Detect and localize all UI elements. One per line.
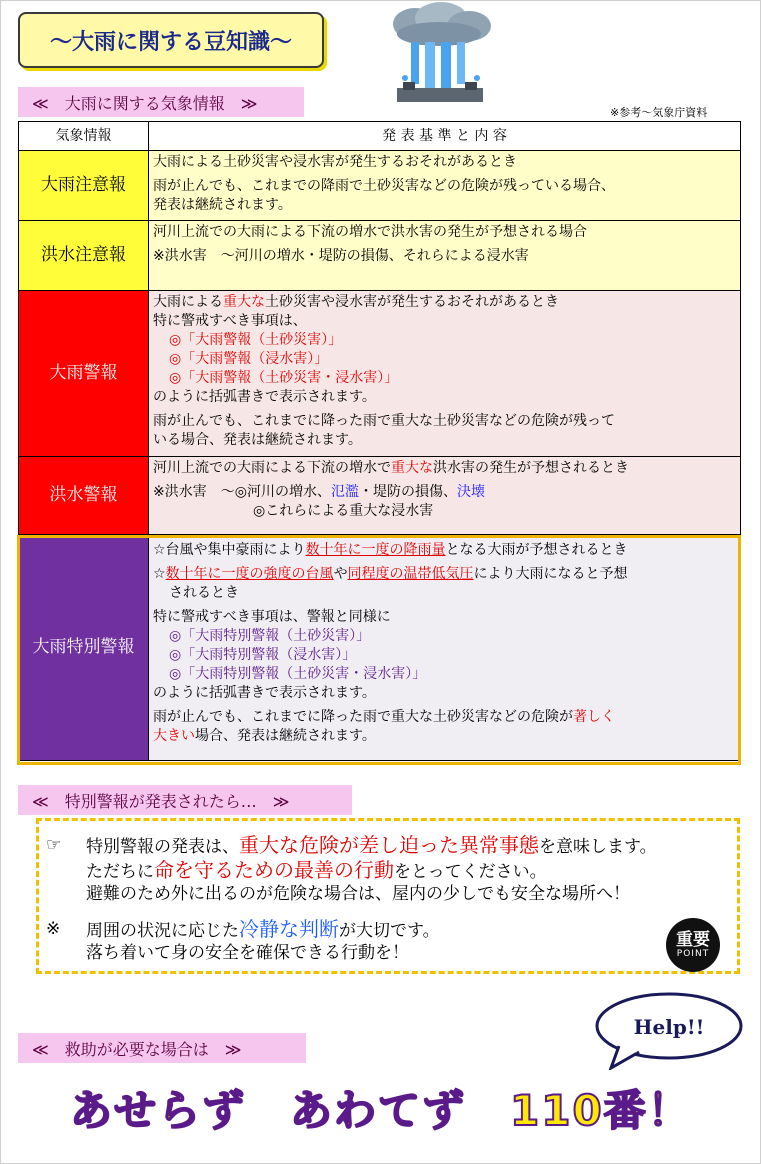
detail-line: ☆台風や集中豪雨により数十年に一度の降雨量となる大雨が予想されるとき (153, 542, 628, 558)
info-name: 洪水注意報 (19, 221, 149, 291)
section-label-special-warning: ≪ 特別警報が発表されたら… ≫ (18, 785, 352, 815)
page-title: 〜大雨に関する豆知識〜 (18, 12, 324, 68)
detail-line: 河川上流での大雨による下流の増水で重大な洪水害の発生が予想されるとき (153, 460, 629, 476)
detail-line: いる場合、発表は継続されます。 (153, 432, 362, 448)
detail-line: ◎「大雨特別警報（土砂災害）」 (169, 628, 371, 644)
note-line: 特別警報の発表は、重大な危険が差し迫った異常事態を意味します。 (86, 833, 657, 857)
help-text: Help!! (633, 1015, 705, 1039)
table-header-row (19, 122, 741, 151)
detail-line: ※洪水害 〜◎河川の増水、氾濫・堤防の損傷、決壊 (153, 484, 485, 500)
note-mark: ※ (46, 919, 61, 939)
detail-line: ◎これらによる重大な浸水害 (253, 503, 434, 519)
rain-cloud-icon (385, 2, 495, 108)
table-row (19, 221, 741, 291)
detail-line: ◎「大雨警報（浸水害）」 (169, 351, 329, 367)
detail-line: ◎「大雨警報（土砂災害・浸水害）」 (169, 370, 399, 386)
detail-line: のように括弧書きで表示されます。 (153, 389, 376, 405)
info-detail (149, 457, 741, 535)
badge-sub: POINT (676, 949, 710, 959)
detail-line: ◎「大雨特別警報（土砂災害・浸水害）」 (169, 666, 427, 682)
detail-line: ◎「大雨警報（土砂災害）」 (169, 332, 343, 348)
info-detail (149, 291, 741, 457)
table-row (19, 535, 741, 761)
note-line: ただちに命を守るための最善の行動をとってください。 (86, 858, 547, 882)
detail-line: 特に警戒すべき事項は、 (153, 313, 307, 329)
section-label-weather-info: ≪ 大雨に関する気象情報 ≫ (18, 87, 304, 117)
table-row (19, 151, 741, 221)
info-name: 洪水警報 (19, 457, 149, 535)
weather-info-table (18, 121, 741, 761)
section-label-rescue: ≪ 救助が必要な場合は ≫ (18, 1033, 306, 1063)
help-speech-bubble-icon (593, 990, 745, 1070)
info-detail (149, 221, 741, 291)
info-detail (149, 151, 741, 221)
detail-line: されるとき (169, 585, 239, 601)
header-info-name: 気象情報 (19, 122, 149, 151)
info-name: 大雨注意報 (19, 151, 149, 221)
detail-line: ◎「大雨特別警報（浸水害）」 (169, 647, 357, 663)
call-110-message: あせらず あわてず 110番！ (70, 1086, 692, 1135)
detail-line: 雨が止んでも、これまでの降雨で土砂災害などの危険が残っている場合、 (153, 178, 615, 194)
badge-main: 重要 (676, 930, 710, 950)
detail-line: 特に警戒すべき事項は、警報と同様に (153, 609, 391, 625)
note-line: 落ち着いて身の安全を確保できる行動を！ (86, 943, 409, 963)
important-point-badge (666, 918, 720, 972)
pointing-hand-icon: ☞ (46, 835, 62, 855)
info-name: 大雨特別警報 (19, 535, 149, 761)
detail-line: のように括弧書きで表示されます。 (153, 685, 376, 701)
note-line: 周囲の状況に応じた冷静な判断が大切です。 (86, 917, 440, 941)
header-criteria: 発 表 基 準 と 内 容 (149, 122, 741, 151)
detail-line: 発表は継続されます。 (153, 197, 292, 213)
detail-line: ※洪水害 〜河川の増水・堤防の損傷、それらによる浸水害 (153, 248, 529, 264)
info-detail (149, 535, 741, 761)
reference-note: ※参考〜気象庁資料 (610, 106, 708, 119)
note-line: 避難のため外に出るのが危険な場合は、屋内の少しでも安全な場所へ！ (86, 884, 630, 904)
detail-line: ☆数十年に一度の強度の台風や同程度の温帯低気圧により大雨になると予想 (153, 566, 628, 582)
detail-line: 雨が止んでも、これまでに降った雨で重大な土砂災害などの危険が残って (153, 413, 615, 429)
detail-line: 大雨による重大な土砂災害や浸水害が発生するおそれがあるとき (153, 294, 559, 310)
info-name: 大雨警報 (19, 291, 149, 457)
table-row (19, 457, 741, 535)
detail-line: 雨が止んでも、これまでに降った雨で重大な土砂災害などの危険が著しく (153, 709, 615, 725)
table-row (19, 291, 741, 457)
detail-line: 大雨による土砂災害や浸水害が発生するおそれがあるとき (153, 154, 517, 170)
detail-line: 河川上流での大雨による下流の増水で洪水害の発生が予想される場合 (153, 224, 587, 240)
detail-line: 大きい場合、発表は継続されます。 (153, 728, 376, 744)
